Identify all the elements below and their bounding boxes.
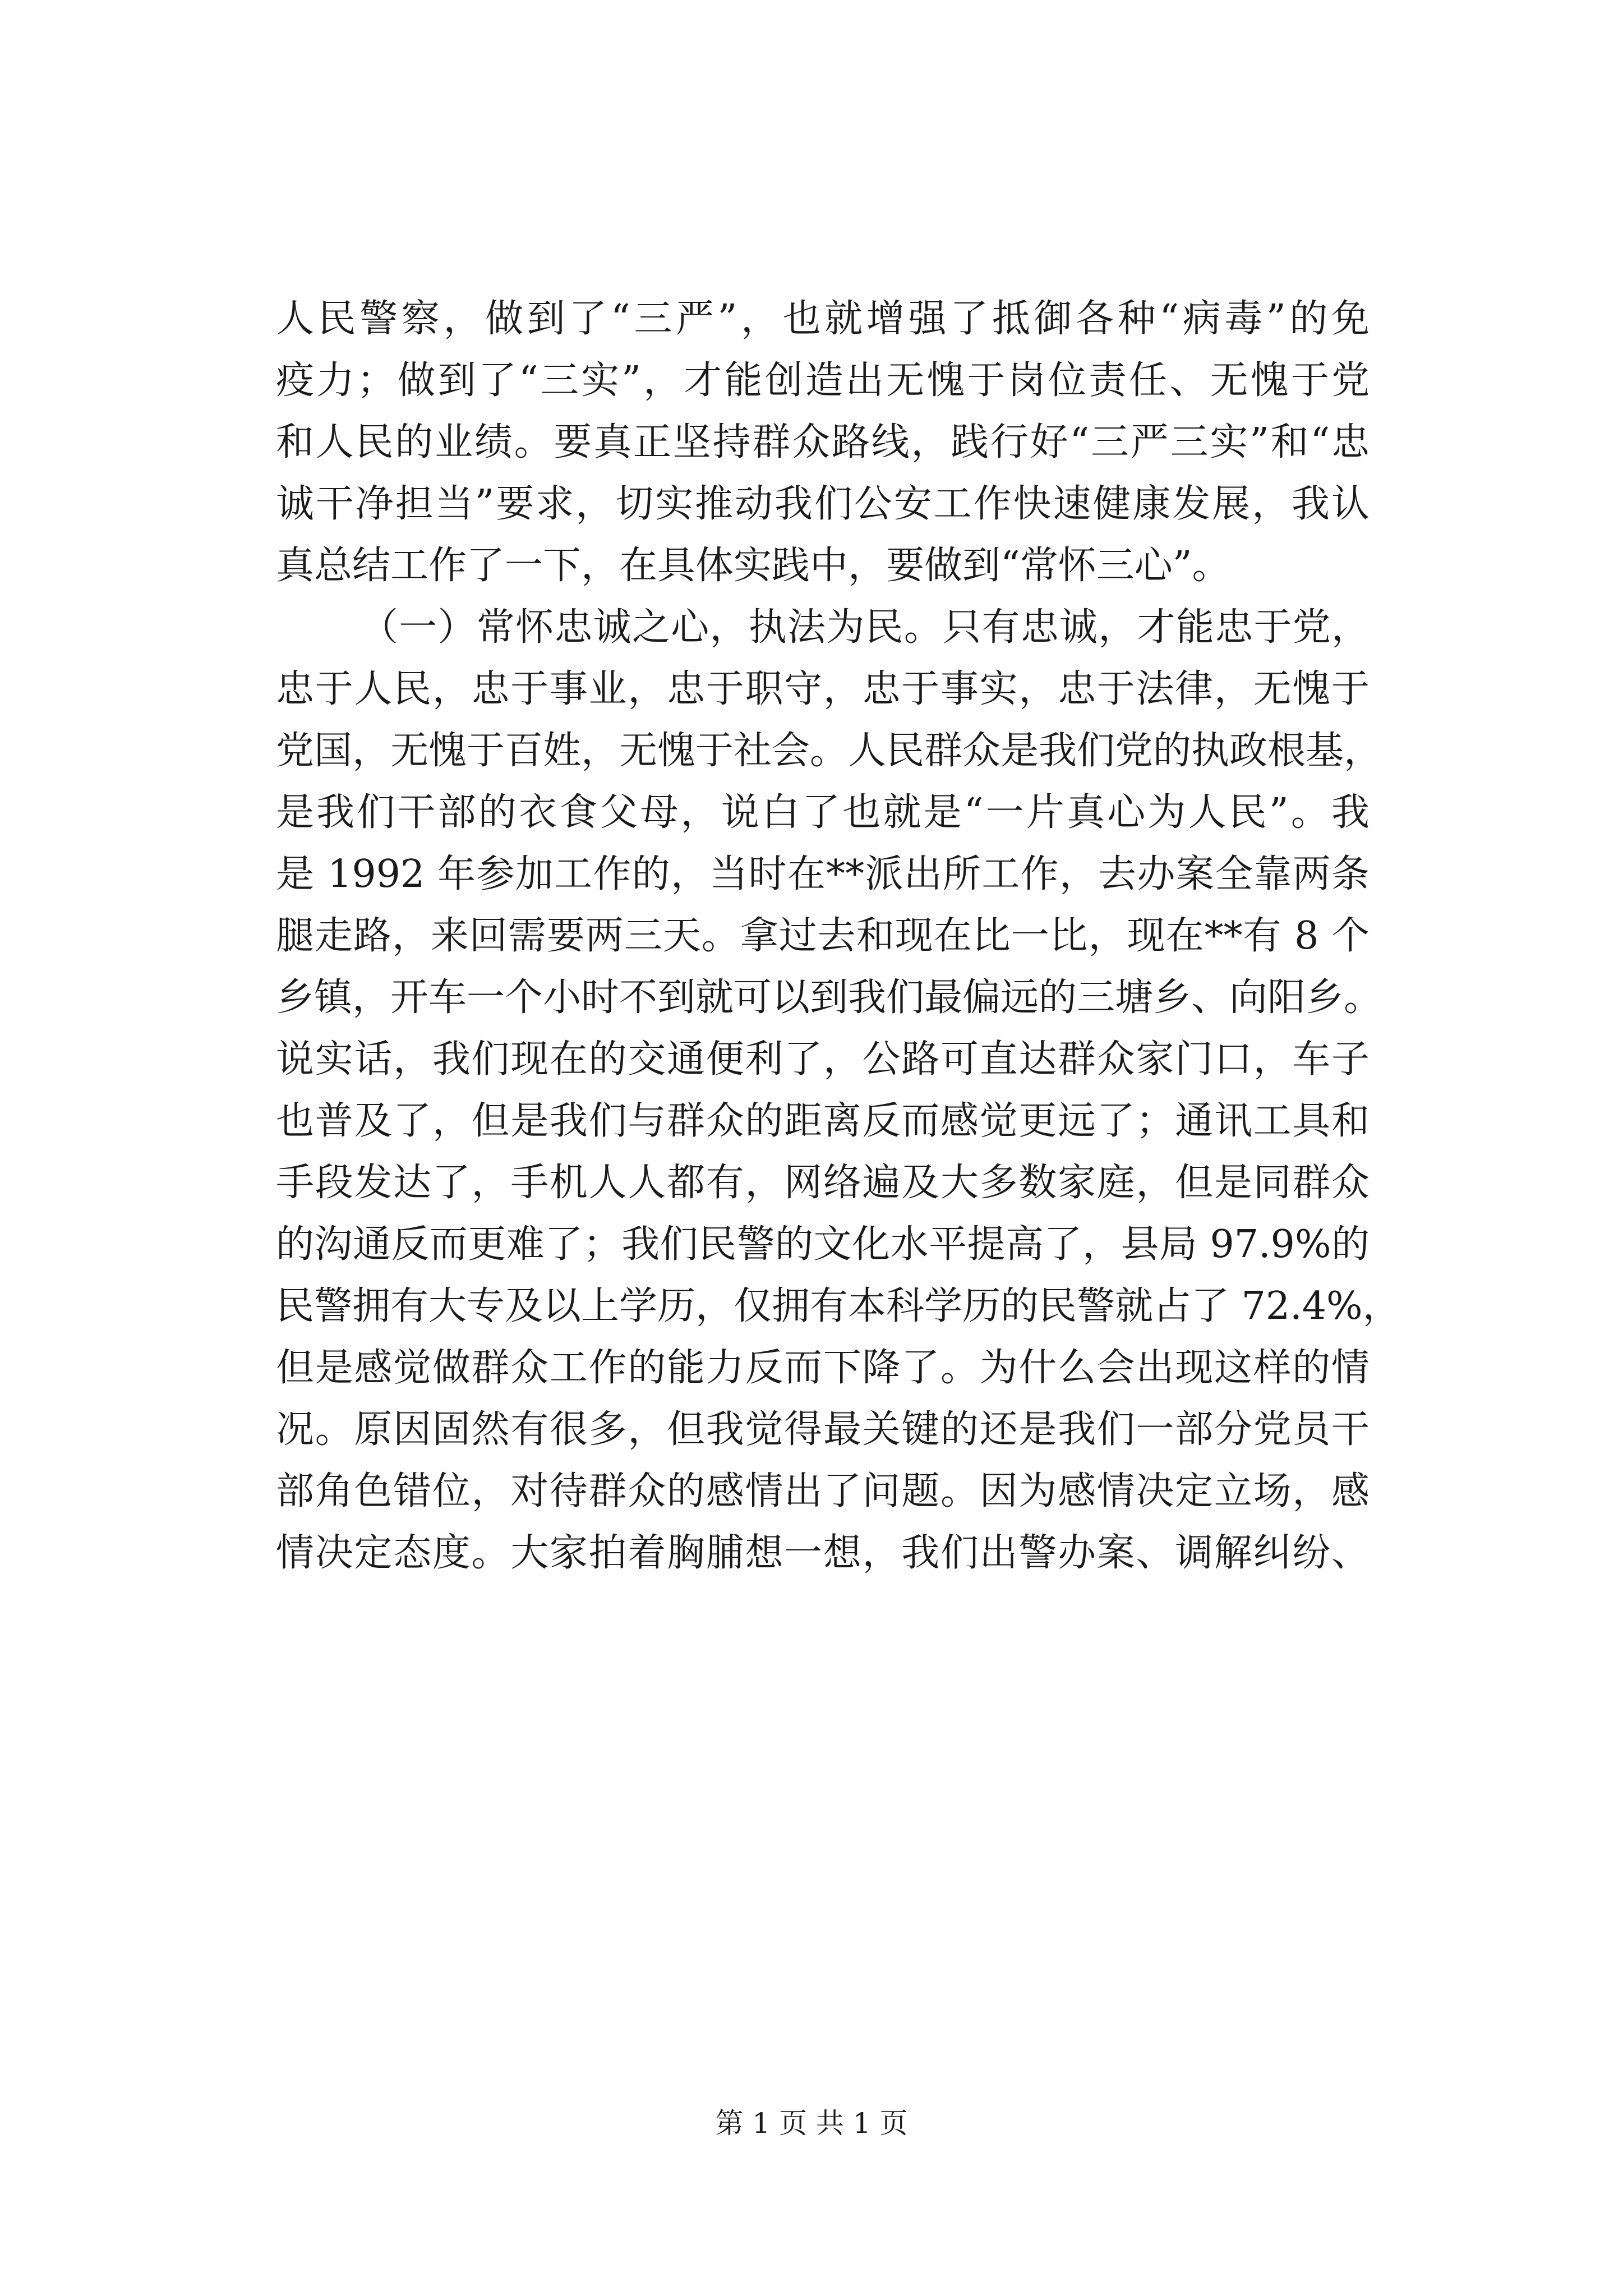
text-line: 情决定态度。大家拍着胸脯想一想，我们出警办案、调解纠纷、: [276, 1531, 1370, 1575]
text-line: 真总结工作了一下，在具体实践中，要做到“常怀三心”。: [276, 544, 1230, 588]
text-line: 部角色错位，对待群众的感情出了问题。因为感情决定立场，感: [276, 1469, 1370, 1513]
text-line: 腿走路，来回需要两三天。拿过去和现在比一比，现在**有 8 个: [276, 914, 1370, 958]
text-line: 人民警察，做到了“三严”，也就增强了抵御各种“病毒”的免: [276, 297, 1370, 341]
page-footer: [0, 2106, 1623, 2140]
text-line: 是我们干部的衣食父母，说白了也就是“一片真心为人民”。我: [276, 790, 1370, 835]
text-line: 说实话，我们现在的交通便利了，公路可直达群众家门口，车子: [276, 1037, 1370, 1082]
text-line: 民警拥有大专及以上学历，仅拥有本科学历的民警就占了 72.4%，: [276, 1284, 1401, 1328]
text-line: 况。原因固然有很多，但我觉得最关键的还是我们一部分党员干: [276, 1407, 1370, 1452]
text-line: 疫力；做到了“三实”，才能创造出无愧于岗位责任、无愧于党: [276, 358, 1370, 403]
body-text: [276, 288, 1401, 1584]
text-line: 忠于人民，忠于事业，忠于职守，忠于事实，忠于法律，无愧于: [276, 667, 1370, 711]
text-line: 也普及了，但是我们与群众的距离反而感觉更远了；通讯工具和: [276, 1099, 1370, 1143]
text-line: （一）常怀忠诚之心，执法为民。只有忠诚，才能忠于党，: [360, 605, 1370, 650]
text-line: 诚干净担当”要求，切实推动我们公安工作快速健康发展，我认: [276, 482, 1370, 526]
text-line: 和人民的业绩。要真正坚持群众路线，践行好“三严三实”和“忠: [276, 420, 1370, 464]
text-line: 手段发达了，手机人人都有，网络遍及大多数家庭，但是同群众: [276, 1161, 1370, 1205]
text-line: 但是感觉做群众工作的能力反而下降了。为什么会出现这样的情: [276, 1346, 1370, 1390]
text-line: 是 1992 年参加工作的，当时在**派出所工作，去办案全靠两条: [276, 852, 1370, 896]
text-line: 的沟通反而更难了；我们民警的文化水平提高了，县局 97.9%的: [276, 1222, 1370, 1267]
page-number-label: 第 1 页 共 1 页: [715, 2107, 908, 2139]
text-line: 乡镇，开车一个小时不到就可以到我们最偏远的三塘乡、向阳乡。: [276, 976, 1382, 1020]
text-line: 党国，无愧于百姓，无愧于社会。人民群众是我们党的执政根基，: [276, 729, 1382, 773]
